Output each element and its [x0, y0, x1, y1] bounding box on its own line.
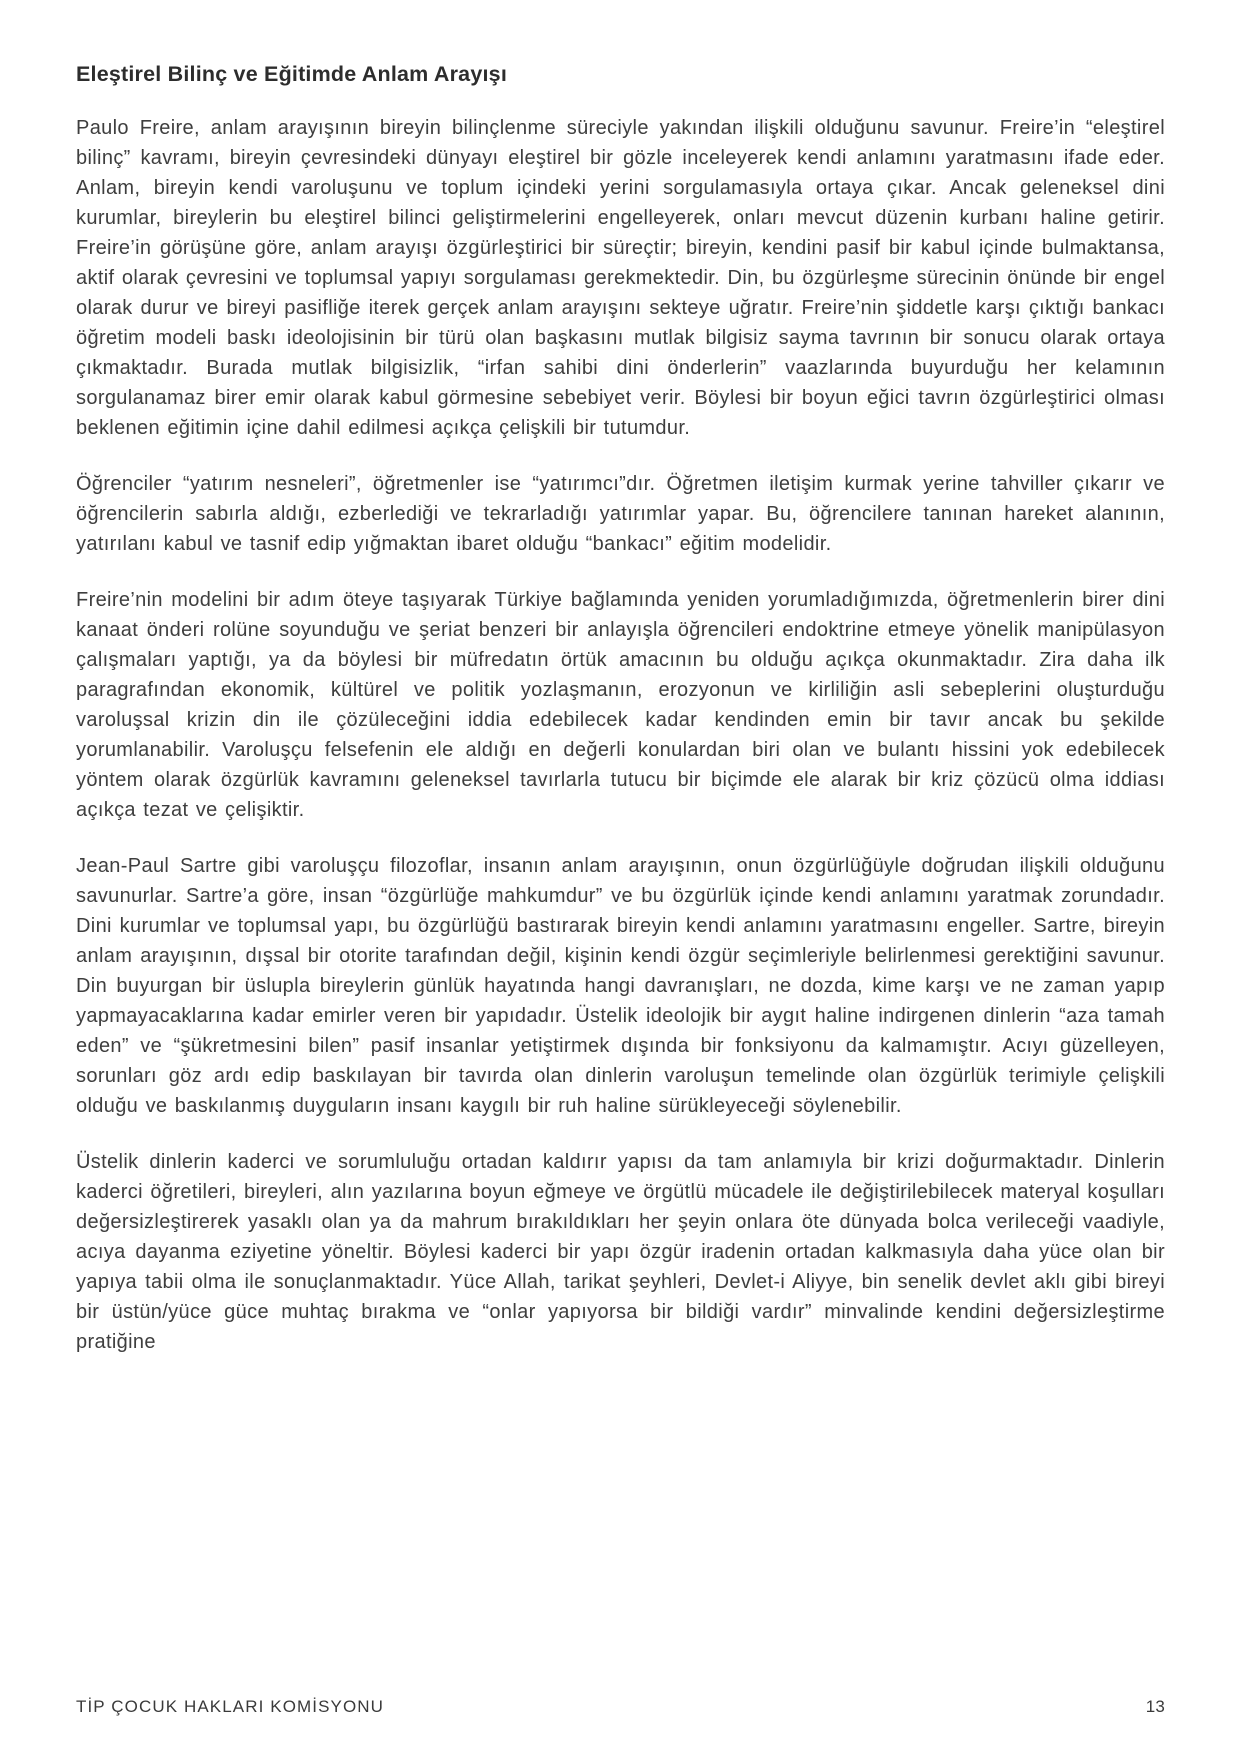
body-paragraph: Paulo Freire, anlam arayışının bireyin bilinçlenme süreciyle yakından ilişkili olduğunu savunur. Freire’in “eleştirel bilinç” kavramı, bireyin çevresindeki dünyayı eleştirel bir gözle inceleyerek kendi anlamını yaratmasını ifade eder. Anlam, bireyin kendi varoluşunu ve toplum içindeki yerini sorgulamasıyla ortaya çıkar. Ancak geleneksel dini kurumlar, bireylerin bu eleştirel bilinci geliştirmelerini engelleyerek, onları mevcut düzenin kurbanı haline getirir. Freire’in görüşüne göre, anlam arayışı özgürleştirici bir süreçtir; bireyin, kendini pasif bir kabul içinde bulmaktansa, aktif olarak çevresini ve toplumsal yapıyı sorgulaması gerekmektedir. Din, bu özgürleşme sürecinin önünde bir engel olarak durur ve bireyi pasifliğe iterek gerçek anlam arayışını sekteye uğratır. Freire’nin şiddetle karşı çıktığı bankacı öğretim modeli baskı ideolojisinin bir türü olan başkasını mutlak bilgisiz sayma tavrının bir sonucu olarak ortaya çıkmaktadır. Burada mutlak bilgisizlik, “irfan sahibi dini önderlerin” vaazlarında buyurduğu her kelamının sorgulanamaz birer emir olarak kabul görmesine sebebiyet verir. Böylesi bir boyun eğici tavrın özgürleştirici olması beklenen eğitimin içine dahil edilmesi açıkça çelişkili bir tutumdur. — [76, 117, 1165, 439]
body-paragraph: Freire’nin modelini bir adım öteye taşıyarak Türkiye bağlamında yeniden yorumladığımızda, öğretmenlerin birer dini kanaat önderi rolüne soyunduğu ve şeriat benzeri bir anlayışla öğrencileri endoktrine etmeye yönelik manipülasyon çalışmaları yaptığı, ya da böylesi bir müfredatın örtük amacının bu olduğu açıkça okunmaktadır. Zira daha ilk paragrafından ekonomik, kültürel ve politik yozlaşmanın, erozyonun ve kirliliğin asli sebeplerini oluşturduğu varoluşsal krizin din ile çözüleceğini iddia edebilecek kadar kendinden emin bir tavır ancak bu şekilde yorumlanabilir. Varoluşçu felsefenin ele aldığı en değerli konulardan biri olan ve bulantı hissini yok edebilecek yöntem olarak özgürlük kavramını geleneksel tavırlarla tutucu bir biçimde ele alarak bir kriz çözücü olma iddiası açıkça tezat ve çelişiktir. — [76, 589, 1165, 821]
page-footer — [76, 1697, 1165, 1717]
body-paragraph: Jean-Paul Sartre gibi varoluşçu filozoflar, insanın anlam arayışının, onun özgürlüğüyle doğrudan ilişkili olduğunu savunurlar. Sartre’a göre, insan “özgürlüğe mahkumdur” ve bu özgürlük içinde kendi anlamını yaratmak zorundadır. Dini kurumlar ve toplumsal yapı, bu özgürlüğü bastırarak bireyin kendi anlamını yaratmasını engeller. Sartre, bireyin anlam arayışının, dışsal bir otorite tarafından değil, kişinin kendi özgür seçimleriyle belirlenmesi gerektiğini savunur. Din buyurgan bir üslupla bireylerin günlük hayatında hangi davranışları, ne dozda, kime karşı ve ne zaman yapıp yapmayacaklarına kadar emirler veren bir yapıdadır. Üstelik ideolojik bir aygıt haline indirgenen dinlerin “aza tamah eden” ve “şükretmesini bilen” pasif insanlar yetiştirmek dışında bir fonksiyonu da kalmamıştır. Acıyı güzelleyen, sorunları göz ardı edip baskılayan bir tavırda olan dinlerin varoluşun temelinde olan özgürlük terimiyle çelişkili olduğu ve baskılanmış duyguların insanı kaygılı bir ruh haline sürükleyeceği söylenebilir. — [76, 855, 1165, 1117]
page-title: Eleştirel Bilinç ve Eğitimde Anlam Arayışı — [76, 62, 507, 86]
body-text — [76, 113, 1165, 1357]
body-paragraph: Üstelik dinlerin kaderci ve sorumluluğu ortadan kaldırır yapısı da tam anlamıyla bir krizi doğurmaktadır. Dinlerin kaderci öğretileri, bireyleri, alın yazılarına boyun eğmeye ve örgütlü mücadele ile değiştirilebilecek materyal koşulları değersizleştirerek yasaklı olan ya da mahrum bırakıldıkları her şeyin onlara öte dünyada bolca verileceği vaadiyle, acıya dayanma eziyetine yöneltir. Böylesi kaderci bir yapı özgür iradenin ortadan kalkmasıyla daha yüce olan bir yapıya tabii olma ile sonuçlanmaktadır. Yüce Allah, tarikat şeyhleri, Devlet-i Aliyye, bin senelik devlet aklı gibi bireyi bir üstün/yüce güce muhtaç bırakma ve “onlar yapıyorsa bir bildiği vardır” minvalinde kendini değersizleştirme pratiğine — [76, 1151, 1165, 1353]
footer-organization: TİP ÇOCUK HAKLARI KOMİSYONU — [76, 1697, 385, 1716]
page-number: 13 — [1145, 1697, 1165, 1716]
body-paragraph: Öğrenciler “yatırım nesneleri”, öğretmenler ise “yatırımcı”dır. Öğretmen iletişim kurmak yerine tahviller çıkarır ve öğrencilerin sabırla aldığı, ezberlediği ve tekrarladığı yatırımlar yapar. Bu, öğrencilere tanınan hareket alanının, yatırılanı kabul ve tasnif edip yığmaktan ibaret olduğu “bankacı” eğitim modelidir. — [76, 473, 1165, 555]
